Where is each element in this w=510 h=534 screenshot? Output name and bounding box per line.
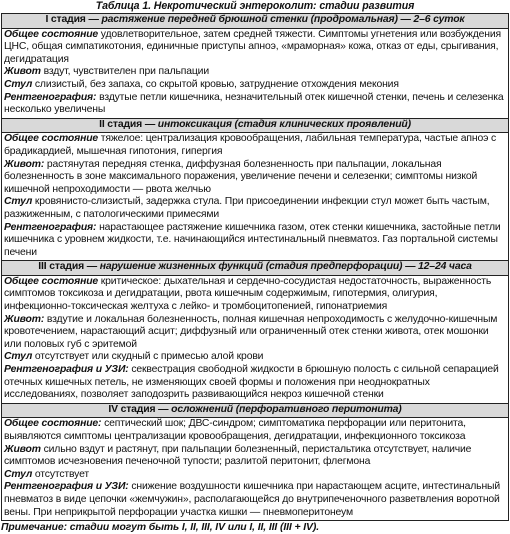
detail-text: кровянисто-слизистый, задержка стула. При присоединении инфекции стул может быть частым, разжиженным, с патологическими примесями — [4, 196, 490, 220]
stage-description: — интоксикация (стадия клинических проявлений) — [142, 118, 411, 130]
stage-detail-line — [4, 196, 506, 221]
stage-title: IV стадия — [108, 403, 156, 415]
detail-text: сильно вздут и растянут, при пальпации болезненный, перистальтика отсутствует, наличие симптомов исчезновения печеночной тупости; разлитой перитонит, флегмона — [4, 443, 472, 468]
detail-text: вздут, чувствителен при пальпации — [40, 66, 209, 78]
stage-detail-line — [4, 351, 506, 364]
stage-detail-line — [4, 159, 506, 197]
stage-detail-line — [4, 469, 506, 482]
stage-body-cell — [2, 275, 509, 403]
stage-header-cell — [2, 118, 509, 133]
stages-table-body — [2, 14, 509, 521]
detail-text: нарастающее растяжение кишечника газом, отек стенки кишечника, застойные петли кишечника с уровнем жидкости, т.е. начинающийся интестинальный пневматоз. Газ портальной системы печени — [4, 221, 501, 258]
stages-table — [1, 13, 509, 521]
stage-header-row — [2, 118, 509, 133]
detail-label: Рентгенография: — [4, 91, 97, 103]
detail-text: слизистый, без запаха, со скрытой кровью, затруднение отхождения мекония — [32, 78, 399, 90]
stage-body-row — [2, 28, 509, 118]
detail-label: Живот: — [4, 158, 45, 170]
table-caption: Таблица 1. Некротический энтероколит: стадии развития — [95, 0, 415, 12]
stage-detail-line — [4, 92, 506, 117]
stage-detail-line — [4, 418, 506, 443]
detail-label: Живот — [4, 66, 41, 78]
stage-detail-line — [4, 314, 506, 352]
stage-header-row — [2, 261, 509, 276]
detail-label: Рентгенография: — [4, 221, 97, 233]
detail-label: Стул — [4, 78, 33, 90]
detail-text: отсутствует или скудный с примесью алой крови — [32, 351, 264, 363]
stage-body-cell — [2, 28, 509, 118]
detail-label: Общее состояние: — [4, 418, 102, 430]
stage-header-cell — [2, 261, 509, 276]
detail-text: удовлетворительное, затем средней тяжести. Симптомы угнетения или возбуждения ЦНС, общая симпатикотония, единичные приступы апноэ, «мраморная» кожа, отказ от еды, срыгивания, дегидратация — [4, 28, 501, 65]
stage-header-row — [2, 403, 509, 418]
detail-label: Живот — [4, 443, 41, 455]
stage-detail-line — [4, 79, 506, 92]
detail-label: Общее состояние — [4, 133, 99, 145]
detail-text: тяжелое: централизация кровообращения, лабильная температура, частые апноэ с брадикардией, мышечная гипотония, гипергия — [4, 133, 497, 157]
detail-text: секвестрация свободной жидкости в брюшную полость с сильной сепарацией отечных кишечных петель, не изменяющих своей формы и положения при неоднократных исследованиях, позволяет заподозрить развивающийся некроз кишечной стенки — [4, 364, 499, 401]
stage-header-row — [2, 14, 509, 29]
detail-text: снижение воздушности кишечника при нарастающем асците, интестинальный пневматоз в виде цепочки «жемчужин», располагающейся до внутрипеченочного разветвления воротной вены. При неприкрытой перфорации участка кишки — пневмоперитонеум — [4, 481, 500, 518]
stage-body-cell — [2, 133, 509, 261]
stage-detail-line — [4, 364, 506, 402]
stage-title: I стадия — [45, 14, 86, 25]
stage-description: — осложнений (перфоративного перитонита) — [155, 403, 402, 415]
detail-text: критическое: дыхательная и сердечно-сосудистая недостаточность, выраженность симптомов токсикоза и дегидратации, рвота кишечным содержимым, гипотермия, олигурия, инфекционно-токсическая желтуха с лейко- и тромбоцитопенией, гипонатриемия — [4, 275, 492, 313]
stage-title: II стадия — [99, 118, 143, 130]
detail-label: Стул — [4, 351, 33, 363]
stage-body-row — [2, 418, 509, 521]
stage-detail-line — [4, 222, 506, 260]
stage-description: — растяжение передней брюшной стенки (продромальная) — 2–6 суток — [85, 14, 465, 25]
detail-label: Стул — [4, 196, 33, 208]
detail-label: Стул — [4, 468, 33, 480]
detail-label: Общее состояние — [4, 275, 99, 287]
stage-detail-line — [4, 444, 506, 469]
detail-label: Живот: — [4, 313, 45, 325]
stage-detail-line — [4, 29, 506, 67]
detail-text: растянутая передняя стенка, диффузная болезненность при пальпации, локальная болезненность в зоне максимального поражения, увеличение печени и селезенки; симптомы низкой кишечной непроходимости — рвота желчью — [4, 158, 478, 195]
stage-body-row — [2, 275, 509, 403]
stage-body-row — [2, 133, 509, 261]
detail-label: Рентгенография и УЗИ: — [4, 364, 129, 376]
stage-detail-line — [4, 276, 506, 314]
detail-text: вздутие и локальная болезненность, полная кишечная непроходимость с желудочно-кишечным кровотечением, нарастающий асцит; диффузный или ограниченный отек стенки живота, отек мошонки или половых губ с эритемой — [4, 313, 498, 350]
stage-description: — нарушение жизненных функций (стадия предперфорации) — 12–24 часа — [84, 261, 472, 273]
detail-text: вздутые петли кишечника, незначительный отек кишечной стенки, печень и селезенка несколько увеличены — [4, 91, 504, 116]
stage-title: III стадия — [38, 261, 84, 273]
stage-detail-line — [4, 66, 506, 79]
stage-detail-line — [4, 133, 506, 158]
stage-header-cell — [2, 403, 509, 418]
stage-body-cell — [2, 418, 509, 521]
detail-label: Общее состояние — [4, 28, 99, 40]
detail-text: отсутствует — [32, 468, 89, 480]
detail-text: септический шок; ДВС-синдром; симптоматика перфорации или перитонита, выявляются симптомы централизации кровообращения, дегидратации, инфекционного токсикоза — [4, 418, 466, 442]
stage-header-cell — [2, 14, 509, 29]
stage-detail-line — [4, 481, 506, 519]
table-note: Примечание: стадии могут быть I, II, III, IV или I, II, III (III + IV). — [1, 522, 320, 534]
detail-label: Рентгенография и УЗИ: — [4, 481, 129, 493]
